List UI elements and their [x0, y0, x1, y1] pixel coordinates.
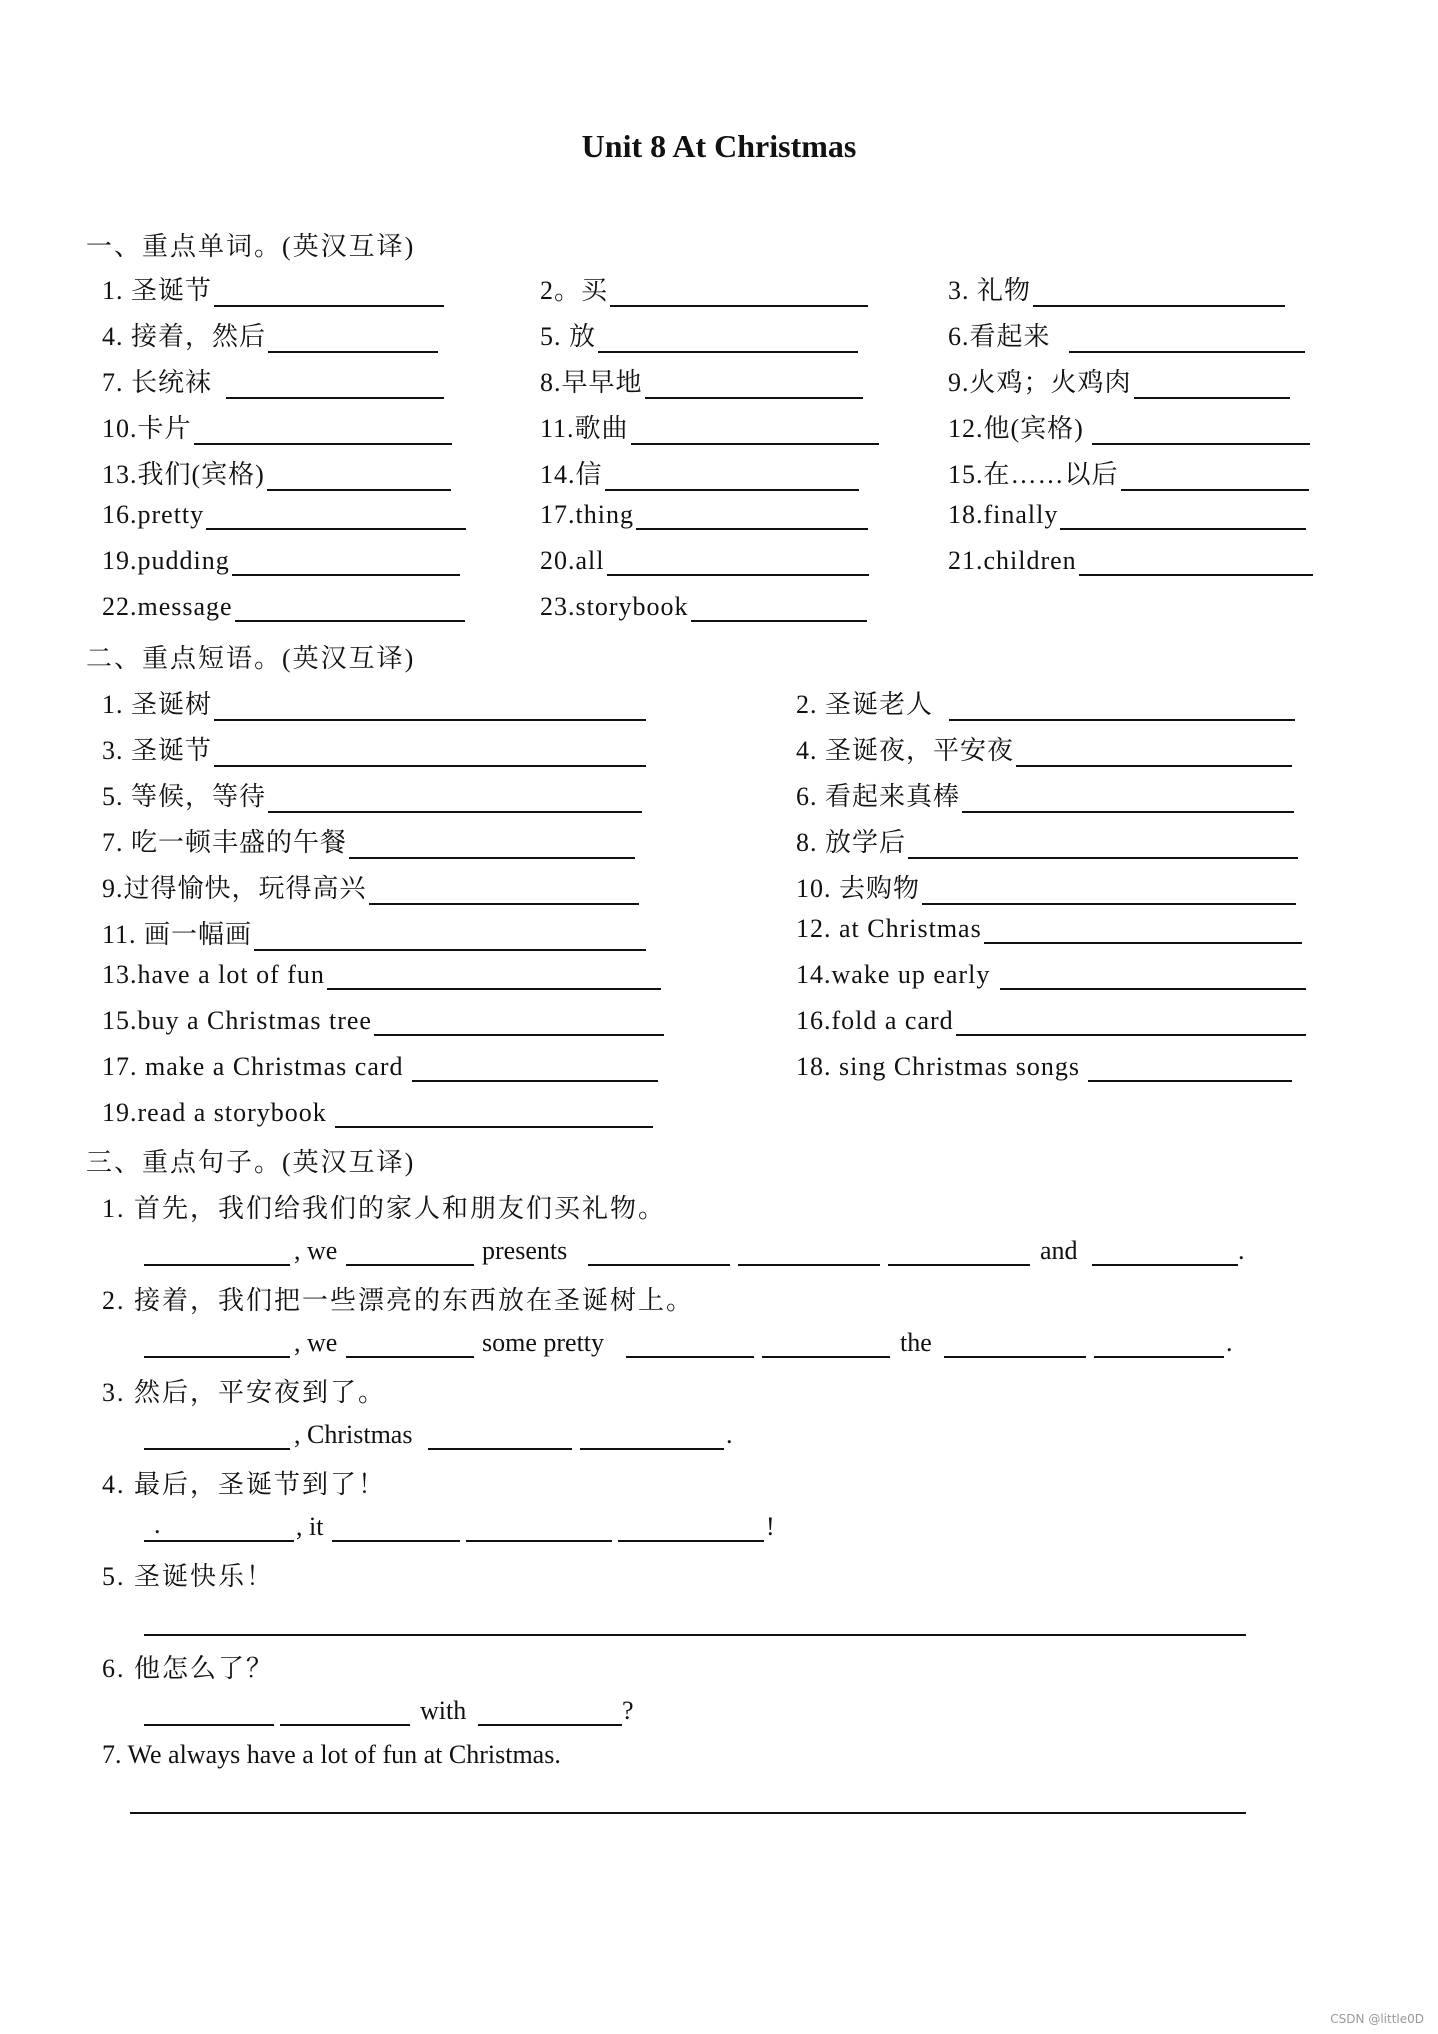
answer-blank[interactable] [280, 1724, 410, 1726]
word-label: 21.children [948, 546, 1077, 575]
answer-blank[interactable] [1134, 377, 1290, 399]
phrase-label: 9.过得愉快，玩得高兴 [102, 874, 367, 903]
phrase-item [102, 1006, 664, 1036]
phrase-label: 14.wake up early [796, 960, 991, 989]
answer-blank[interactable] [1121, 469, 1309, 491]
phrase-item [102, 960, 661, 990]
phrase-label: 6. 看起来真棒 [796, 782, 961, 811]
word-label: 20.all [540, 546, 605, 575]
answer-blank[interactable] [369, 883, 639, 905]
answer-blank[interactable] [588, 1264, 730, 1266]
phrase-label: 4. 圣诞夜，平安夜 [796, 736, 1015, 765]
phrase-item [102, 868, 639, 905]
word-item [948, 316, 1305, 353]
sentence-word: with [420, 1696, 467, 1725]
watermark: CSDN @little0D [1330, 2012, 1424, 2026]
sentence-word: ! [766, 1512, 775, 1541]
word-label: 11.歌曲 [540, 414, 629, 443]
answer-blank[interactable] [762, 1356, 890, 1358]
answer-blank[interactable] [268, 331, 438, 353]
answer-blank[interactable] [346, 1356, 474, 1358]
sentence-word: , it [296, 1512, 324, 1541]
answer-blank[interactable] [327, 968, 661, 990]
word-item [102, 362, 444, 399]
phrase-label: 18. sing Christmas songs [796, 1052, 1081, 1081]
word-item [948, 270, 1285, 307]
answer-blank[interactable] [346, 1264, 474, 1266]
phrase-item [796, 730, 1292, 767]
phrase-item [102, 914, 646, 951]
phrase-item [102, 1052, 658, 1082]
answer-blank[interactable] [908, 837, 1298, 859]
sentence-word: some pretty [482, 1328, 605, 1357]
answer-blank[interactable] [610, 285, 868, 307]
sentence-word: . [726, 1420, 733, 1449]
answer-blank[interactable] [144, 1448, 290, 1450]
phrase-item [102, 684, 646, 721]
answer-blank[interactable] [1088, 1060, 1292, 1082]
answer-blank[interactable] [478, 1724, 622, 1726]
sentence-prompt: 1. 首先，我们给我们的家人和朋友们买礼物。 [102, 1194, 667, 1223]
sentence-word: and [1040, 1236, 1078, 1265]
page-title: Unit 8 At Christmas [581, 128, 857, 164]
word-item [102, 454, 451, 491]
answer-line[interactable] [144, 1634, 1246, 1636]
answer-blank[interactable] [631, 423, 879, 445]
answer-blank[interactable] [1092, 1264, 1238, 1266]
answer-blank[interactable] [335, 1106, 653, 1128]
word-item [540, 362, 863, 399]
answer-blank[interactable] [144, 1540, 294, 1542]
answer-blank[interactable] [267, 469, 451, 491]
answer-blank[interactable] [268, 791, 642, 813]
phrase-label: 15.buy a Christmas tree [102, 1006, 372, 1035]
answer-blank[interactable] [888, 1264, 1030, 1266]
word-item [540, 500, 868, 530]
word-label: 8.早早地 [540, 368, 643, 397]
answer-blank[interactable] [374, 1014, 664, 1036]
word-item [102, 546, 460, 576]
word-item [102, 270, 444, 307]
phrase-label: 1. 圣诞树 [102, 690, 213, 719]
answer-blank[interactable] [214, 699, 646, 721]
answer-blank[interactable] [254, 929, 646, 951]
word-item [948, 546, 1313, 576]
word-label: 16.pretty [102, 500, 205, 529]
phrase-item [796, 1006, 1306, 1036]
word-label: 2。买 [540, 276, 609, 305]
word-item [948, 362, 1290, 399]
phrase-item [796, 914, 1302, 944]
answer-blank[interactable] [232, 554, 460, 576]
word-label: 6.看起来 [948, 322, 1051, 351]
phrase-item [796, 684, 1295, 721]
phrase-item [796, 960, 1306, 990]
answer-blank[interactable] [956, 1014, 1306, 1036]
answer-line[interactable] [130, 1812, 1246, 1814]
word-item [102, 316, 438, 353]
word-item [102, 500, 466, 530]
phrase-label: 19.read a storybook [102, 1098, 327, 1127]
phrase-label: 10. 去购物 [796, 874, 921, 903]
word-item [540, 454, 859, 491]
phrase-item [796, 868, 1296, 905]
answer-blank[interactable] [466, 1540, 612, 1542]
answer-blank[interactable] [922, 883, 1296, 905]
sentence-prompt: 7. We always have a lot of fun at Christmas. [102, 1740, 561, 1769]
sentence-word: the [900, 1328, 932, 1357]
phrase-label: 7. 吃一顿丰盛的午餐 [102, 828, 348, 857]
answer-blank[interactable] [1000, 968, 1306, 990]
phrase-item [102, 822, 635, 859]
sentence-prompt: 2. 接着，我们把一些漂亮的东西放在圣诞树上。 [102, 1286, 695, 1315]
phrase-label: 8. 放学后 [796, 828, 907, 857]
word-label: 15.在……以后 [948, 460, 1119, 489]
phrase-item [102, 776, 642, 813]
phrase-label: 3. 圣诞节 [102, 736, 213, 765]
answer-blank[interactable] [144, 1724, 274, 1726]
section2-heading: 二、重点短语。(英汉互译) [86, 644, 416, 673]
answer-blank[interactable] [1060, 508, 1306, 530]
word-label: 4. 接着，然后 [102, 322, 267, 351]
answer-blank[interactable] [214, 285, 444, 307]
word-label: 9.火鸡；火鸡肉 [948, 368, 1132, 397]
word-label: 18.finally [948, 500, 1059, 529]
phrase-item [796, 1052, 1292, 1082]
word-label: 14.信 [540, 460, 603, 489]
word-item [102, 408, 452, 445]
answer-blank[interactable] [1079, 554, 1313, 576]
answer-blank[interactable] [605, 469, 859, 491]
sentence-prompt: 6. 他怎么了？ [102, 1654, 275, 1683]
phrase-label: 16.fold a card [796, 1006, 954, 1035]
answer-blank[interactable] [214, 745, 646, 767]
answer-blank[interactable] [206, 508, 466, 530]
sentence-prompt: 4. 最后，圣诞节到了！ [102, 1470, 387, 1499]
sentence-word: . [1226, 1328, 1233, 1357]
phrase-label: 13.have a lot of fun [102, 960, 325, 989]
word-label: 7. 长统袜 [102, 368, 213, 397]
answer-blank[interactable] [738, 1264, 880, 1266]
word-label: 23.storybook [540, 592, 689, 621]
answer-blank[interactable] [428, 1448, 572, 1450]
word-label: 22.message [102, 592, 233, 621]
answer-blank[interactable] [691, 600, 867, 622]
sentence-prompt: 5. 圣诞快乐！ [102, 1562, 275, 1591]
section3-heading: 三、重点句子。(英汉互译) [86, 1148, 416, 1177]
word-label: 17.thing [540, 500, 634, 529]
word-item [948, 454, 1309, 491]
phrase-item [796, 822, 1298, 859]
answer-blank[interactable] [332, 1540, 460, 1542]
word-label: 5. 放 [540, 322, 597, 351]
word-item [540, 592, 867, 622]
answer-blank[interactable] [944, 1356, 1086, 1358]
sentence-word: , we [294, 1328, 338, 1357]
answer-blank[interactable] [1069, 331, 1305, 353]
word-item [540, 316, 858, 353]
sentence-word: ? [622, 1696, 634, 1725]
answer-blank[interactable] [1094, 1356, 1224, 1358]
word-label: 19.pudding [102, 546, 230, 575]
phrase-label: 11. 画一幅画 [102, 920, 253, 949]
answer-blank[interactable] [194, 423, 452, 445]
phrase-item [102, 730, 646, 767]
answer-blank[interactable] [226, 377, 444, 399]
answer-blank[interactable] [636, 508, 868, 530]
answer-blank[interactable] [412, 1060, 658, 1082]
answer-blank[interactable] [144, 1264, 290, 1266]
sentence-word: , Christmas [294, 1420, 413, 1449]
answer-blank[interactable] [962, 791, 1294, 813]
answer-blank[interactable] [984, 922, 1302, 944]
answer-blank[interactable] [1092, 423, 1310, 445]
word-item [540, 270, 868, 307]
word-item [540, 546, 869, 576]
sentence-word: presents [482, 1236, 568, 1265]
answer-blank[interactable] [580, 1448, 724, 1450]
answer-blank[interactable] [618, 1540, 764, 1542]
answer-blank[interactable] [349, 837, 635, 859]
sentence-prompt: 3. 然后，平安夜到了。 [102, 1378, 387, 1407]
sentence-word: . [154, 1510, 161, 1539]
word-label: 1. 圣诞节 [102, 276, 213, 305]
sentence-word: . [1238, 1236, 1245, 1265]
sentence-word: , we [294, 1236, 338, 1265]
answer-blank[interactable] [144, 1356, 290, 1358]
word-item [102, 592, 465, 622]
answer-blank[interactable] [949, 699, 1295, 721]
phrase-label: 5. 等候，等待 [102, 782, 267, 811]
phrase-label: 12. at Christmas [796, 914, 982, 943]
answer-blank[interactable] [1016, 745, 1292, 767]
word-label: 10.卡片 [102, 414, 192, 443]
answer-blank[interactable] [598, 331, 858, 353]
answer-blank[interactable] [1033, 285, 1285, 307]
word-item [948, 408, 1310, 445]
answer-blank[interactable] [626, 1356, 754, 1358]
answer-blank[interactable] [645, 377, 863, 399]
answer-blank[interactable] [235, 600, 465, 622]
word-label: 12.他(宾格) [948, 414, 1084, 443]
answer-blank[interactable] [607, 554, 869, 576]
phrase-item [102, 1098, 653, 1128]
word-item [540, 408, 879, 445]
phrase-label: 2. 圣诞老人 [796, 690, 934, 719]
phrase-label: 17. make a Christmas card [102, 1052, 404, 1081]
word-label: 3. 礼物 [948, 276, 1032, 305]
phrase-item [796, 776, 1294, 813]
section1-heading: 一、重点单词。(英汉互译) [86, 232, 416, 261]
word-label: 13.我们(宾格) [102, 460, 265, 489]
word-item [948, 500, 1306, 530]
